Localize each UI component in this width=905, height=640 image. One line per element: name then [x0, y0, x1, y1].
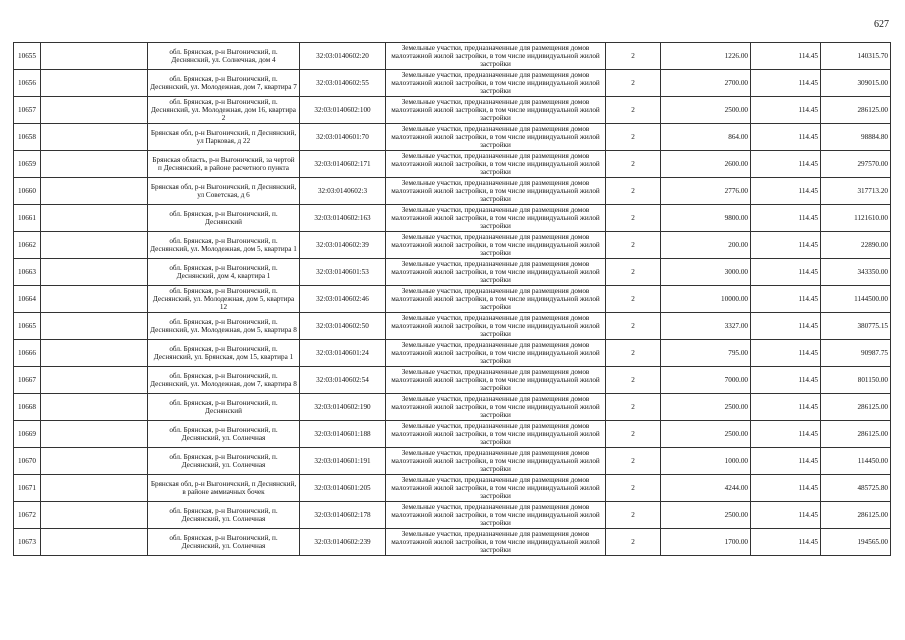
cadastral-value-cell: 90987.75	[821, 340, 891, 367]
row-number: 10658	[14, 124, 41, 151]
cadastral-value-cell: 194565.00	[821, 529, 891, 556]
cadastral-value-cell: 140315.70	[821, 43, 891, 70]
table-row	[14, 475, 891, 502]
rate-cell: 114.45	[751, 394, 821, 421]
table-row	[14, 97, 891, 124]
empty-cell	[41, 502, 148, 529]
rate-cell: 114.45	[751, 178, 821, 205]
area-cell: 1226.00	[661, 43, 751, 70]
rate-cell: 114.45	[751, 502, 821, 529]
cadastral-value-table	[13, 42, 891, 556]
rate-cell: 114.45	[751, 448, 821, 475]
rate-cell: 114.45	[751, 529, 821, 556]
address-cell: обл. Брянская, р-н Выгоничский, п. Деснянский, ул. Солнечная, дом 4	[148, 43, 300, 70]
table-row	[14, 529, 891, 556]
land-use-cell: Земельные участки, предназначенные для размещения домов малоэтажной жилой застройки, в том числе индивидуальной жилой застройки	[386, 475, 606, 502]
table-row	[14, 313, 891, 340]
empty-cell	[41, 259, 148, 286]
land-use-cell: Земельные участки, предназначенные для размещения домов малоэтажной жилой застройки, в том числе индивидуальной жилой застройки	[386, 502, 606, 529]
category-cell: 2	[606, 97, 661, 124]
cadastral-number-cell: 32:03:0140601:191	[300, 448, 386, 475]
address-cell: обл. Брянская, р-н Выгоничский, п. Деснянский, ул. Брянская, дом 15, квартира 1	[148, 340, 300, 367]
address-cell: обл. Брянская, р-н Выгоничский, п. Деснянский, дом 4, квартира 1	[148, 259, 300, 286]
land-use-cell: Земельные участки, предназначенные для размещения домов малоэтажной жилой застройки, в том числе индивидуальной жилой застройки	[386, 97, 606, 124]
cadastral-number-cell: 32:03:0140602:3	[300, 178, 386, 205]
cadastral-value-cell: 286125.00	[821, 97, 891, 124]
land-use-cell: Земельные участки, предназначенные для размещения домов малоэтажной жилой застройки, в том числе индивидуальной жилой застройки	[386, 70, 606, 97]
empty-cell	[41, 313, 148, 340]
address-cell: обл. Брянская, р-н Выгоничский, п. Деснянский, ул. Молодежная, дом 5, квартира 8	[148, 313, 300, 340]
address-cell: обл. Брянская, р-н Выгоничский, п. Деснянский	[148, 205, 300, 232]
cadastral-value-cell: 380775.15	[821, 313, 891, 340]
cadastral-number-cell: 32:03:0140602:20	[300, 43, 386, 70]
cadastral-number-cell: 32:03:0140602:178	[300, 502, 386, 529]
area-cell: 2776.00	[661, 178, 751, 205]
row-number: 10664	[14, 286, 41, 313]
address-cell: Брянская обл, р-н Выгоничский, п Деснянский, ул Парковая, д 22	[148, 124, 300, 151]
empty-cell	[41, 421, 148, 448]
area-cell: 864.00	[661, 124, 751, 151]
category-cell: 2	[606, 205, 661, 232]
table-row	[14, 43, 891, 70]
table-row	[14, 205, 891, 232]
empty-cell	[41, 340, 148, 367]
cadastral-number-cell: 32:03:0140602:39	[300, 232, 386, 259]
empty-cell	[41, 232, 148, 259]
land-use-cell: Земельные участки, предназначенные для размещения домов малоэтажной жилой застройки, в том числе индивидуальной жилой застройки	[386, 421, 606, 448]
page-number: 627	[874, 19, 889, 30]
table-row	[14, 502, 891, 529]
cadastral-number-cell: 32:03:0140602:163	[300, 205, 386, 232]
empty-cell	[41, 43, 148, 70]
rate-cell: 114.45	[751, 313, 821, 340]
table-row	[14, 259, 891, 286]
cadastral-value-cell: 317713.20	[821, 178, 891, 205]
address-cell: обл. Брянская, р-н Выгоничский, п. Деснянский, ул. Молодежная, дом 7, квартира 7	[148, 70, 300, 97]
cadastral-value-cell: 801150.00	[821, 367, 891, 394]
empty-cell	[41, 151, 148, 178]
cadastral-number-cell: 32:03:0140601:24	[300, 340, 386, 367]
cadastral-value-cell: 286125.00	[821, 421, 891, 448]
land-use-cell: Земельные участки, предназначенные для размещения домов малоэтажной жилой застройки, в том числе индивидуальной жилой застройки	[386, 367, 606, 394]
land-use-cell: Земельные участки, предназначенные для размещения домов малоэтажной жилой застройки, в том числе индивидуальной жилой застройки	[386, 529, 606, 556]
table-row	[14, 178, 891, 205]
category-cell: 2	[606, 394, 661, 421]
row-number: 10663	[14, 259, 41, 286]
empty-cell	[41, 124, 148, 151]
category-cell: 2	[606, 502, 661, 529]
row-number: 10662	[14, 232, 41, 259]
cadastral-number-cell: 32:03:0140602:190	[300, 394, 386, 421]
rate-cell: 114.45	[751, 232, 821, 259]
row-number: 10656	[14, 70, 41, 97]
category-cell: 2	[606, 124, 661, 151]
area-cell: 200.00	[661, 232, 751, 259]
row-number: 10661	[14, 205, 41, 232]
rate-cell: 114.45	[751, 70, 821, 97]
land-use-cell: Земельные участки, предназначенные для размещения домов малоэтажной жилой застройки, в том числе индивидуальной жилой застройки	[386, 151, 606, 178]
empty-cell	[41, 178, 148, 205]
land-use-cell: Земельные участки, предназначенные для размещения домов малоэтажной жилой застройки, в том числе индивидуальной жилой застройки	[386, 340, 606, 367]
cadastral-value-cell: 297570.00	[821, 151, 891, 178]
area-cell: 3327.00	[661, 313, 751, 340]
category-cell: 2	[606, 178, 661, 205]
cadastral-number-cell: 32:03:0140602:55	[300, 70, 386, 97]
table-row	[14, 340, 891, 367]
category-cell: 2	[606, 421, 661, 448]
row-number: 10668	[14, 394, 41, 421]
address-cell: обл. Брянская, р-н Выгоничский, п. Деснянский, ул. Молодежная, дом 5, квартира 1	[148, 232, 300, 259]
row-number: 10660	[14, 178, 41, 205]
area-cell: 2500.00	[661, 394, 751, 421]
cadastral-value-cell: 98884.80	[821, 124, 891, 151]
cadastral-number-cell: 32:03:0140601:70	[300, 124, 386, 151]
area-cell: 2600.00	[661, 151, 751, 178]
area-cell: 2500.00	[661, 97, 751, 124]
land-use-cell: Земельные участки, предназначенные для размещения домов малоэтажной жилой застройки, в том числе индивидуальной жилой застройки	[386, 286, 606, 313]
address-cell: обл. Брянская, р-н Выгоничский, п. Деснянский, ул. Солнечная	[148, 421, 300, 448]
category-cell: 2	[606, 232, 661, 259]
rate-cell: 114.45	[751, 367, 821, 394]
table-row	[14, 151, 891, 178]
category-cell: 2	[606, 259, 661, 286]
rate-cell: 114.45	[751, 475, 821, 502]
rate-cell: 114.45	[751, 259, 821, 286]
address-cell: обл. Брянская, р-н Выгоничский, п. Деснянский, ул. Солнечная	[148, 448, 300, 475]
table-row	[14, 232, 891, 259]
category-cell: 2	[606, 340, 661, 367]
category-cell: 2	[606, 286, 661, 313]
address-cell: обл. Брянская, р-н Выгоничский, п. Деснянский	[148, 394, 300, 421]
area-cell: 1000.00	[661, 448, 751, 475]
cadastral-value-cell: 286125.00	[821, 394, 891, 421]
category-cell: 2	[606, 529, 661, 556]
address-cell: Брянская обл, р-н Выгоничский, п Деснянский, ул Советская, д 6	[148, 178, 300, 205]
cadastral-number-cell: 32:03:0140602:171	[300, 151, 386, 178]
category-cell: 2	[606, 475, 661, 502]
land-use-cell: Земельные участки, предназначенные для размещения домов малоэтажной жилой застройки, в том числе индивидуальной жилой застройки	[386, 205, 606, 232]
land-use-cell: Земельные участки, предназначенные для размещения домов малоэтажной жилой застройки, в том числе индивидуальной жилой застройки	[386, 394, 606, 421]
table-row	[14, 394, 891, 421]
area-cell: 795.00	[661, 340, 751, 367]
category-cell: 2	[606, 367, 661, 394]
rate-cell: 114.45	[751, 421, 821, 448]
row-number: 10665	[14, 313, 41, 340]
row-number: 10655	[14, 43, 41, 70]
land-use-cell: Земельные участки, предназначенные для размещения домов малоэтажной жилой застройки, в том числе индивидуальной жилой застройки	[386, 178, 606, 205]
rate-cell: 114.45	[751, 97, 821, 124]
cadastral-value-cell: 1144500.00	[821, 286, 891, 313]
address-cell: обл. Брянская, р-н Выгоничский, п. Деснянский, ул. Солнечная	[148, 502, 300, 529]
row-number: 10670	[14, 448, 41, 475]
table-row	[14, 367, 891, 394]
category-cell: 2	[606, 151, 661, 178]
empty-cell	[41, 286, 148, 313]
land-use-cell: Земельные участки, предназначенные для размещения домов малоэтажной жилой застройки, в том числе индивидуальной жилой застройки	[386, 43, 606, 70]
table-row	[14, 70, 891, 97]
rate-cell: 114.45	[751, 43, 821, 70]
address-cell: обл. Брянская, р-н Выгоничский, п. Деснянский, ул. Молодежная, дом 5, квартира 12	[148, 286, 300, 313]
empty-cell	[41, 367, 148, 394]
rate-cell: 114.45	[751, 151, 821, 178]
cadastral-value-cell: 343350.00	[821, 259, 891, 286]
category-cell: 2	[606, 43, 661, 70]
cadastral-value-cell: 485725.80	[821, 475, 891, 502]
table-row	[14, 286, 891, 313]
cadastral-value-cell: 114450.00	[821, 448, 891, 475]
land-use-cell: Земельные участки, предназначенные для размещения домов малоэтажной жилой застройки, в том числе индивидуальной жилой застройки	[386, 124, 606, 151]
area-cell: 4244.00	[661, 475, 751, 502]
address-cell: Брянская обл, р-н Выгоничский, п Деснянский, в районе аммиачных бочек	[148, 475, 300, 502]
cadastral-number-cell: 32:03:0140602:54	[300, 367, 386, 394]
empty-cell	[41, 97, 148, 124]
row-number: 10672	[14, 502, 41, 529]
row-number: 10667	[14, 367, 41, 394]
cadastral-number-cell: 32:03:0140602:50	[300, 313, 386, 340]
empty-cell	[41, 394, 148, 421]
land-use-cell: Земельные участки, предназначенные для размещения домов малоэтажной жилой застройки, в том числе индивидуальной жилой застройки	[386, 232, 606, 259]
cadastral-number-cell: 32:03:0140601:188	[300, 421, 386, 448]
cadastral-number-cell: 32:03:0140602:46	[300, 286, 386, 313]
area-cell: 3000.00	[661, 259, 751, 286]
area-cell: 7000.00	[661, 367, 751, 394]
table-row	[14, 448, 891, 475]
rate-cell: 114.45	[751, 124, 821, 151]
rate-cell: 114.45	[751, 340, 821, 367]
address-cell: Брянская область, р-н Выгоничский, за чертой п Деснянский, в районе расчетного пункта	[148, 151, 300, 178]
category-cell: 2	[606, 70, 661, 97]
empty-cell	[41, 70, 148, 97]
cadastral-value-cell: 1121610.00	[821, 205, 891, 232]
address-cell: обл. Брянская, р-н Выгоничский, п. Деснянский, ул. Молодежная, дом 16, квартира 2	[148, 97, 300, 124]
area-cell: 1700.00	[661, 529, 751, 556]
table-row	[14, 124, 891, 151]
row-number: 10673	[14, 529, 41, 556]
rate-cell: 114.45	[751, 286, 821, 313]
row-number: 10666	[14, 340, 41, 367]
row-number: 10671	[14, 475, 41, 502]
category-cell: 2	[606, 313, 661, 340]
cadastral-number-cell: 32:03:0140602:239	[300, 529, 386, 556]
address-cell: обл. Брянская, р-н Выгоничский, п. Деснянский, ул. Солнечная	[148, 529, 300, 556]
area-cell: 2700.00	[661, 70, 751, 97]
row-number: 10657	[14, 97, 41, 124]
land-use-cell: Земельные участки, предназначенные для размещения домов малоэтажной жилой застройки, в том числе индивидуальной жилой застройки	[386, 259, 606, 286]
cadastral-number-cell: 32:03:0140601:205	[300, 475, 386, 502]
address-cell: обл. Брянская, р-н Выгоничский, п. Деснянский, ул. Молодежная, дом 7, квартира 8	[148, 367, 300, 394]
area-cell: 10000.00	[661, 286, 751, 313]
cadastral-value-cell: 286125.00	[821, 502, 891, 529]
table-row	[14, 421, 891, 448]
row-number: 10659	[14, 151, 41, 178]
empty-cell	[41, 448, 148, 475]
cadastral-number-cell: 32:03:0140601:53	[300, 259, 386, 286]
row-number: 10669	[14, 421, 41, 448]
cadastral-value-cell: 309015.00	[821, 70, 891, 97]
empty-cell	[41, 529, 148, 556]
area-cell: 9800.00	[661, 205, 751, 232]
area-cell: 2500.00	[661, 421, 751, 448]
category-cell: 2	[606, 448, 661, 475]
area-cell: 2500.00	[661, 502, 751, 529]
empty-cell	[41, 475, 148, 502]
cadastral-number-cell: 32:03:0140602:100	[300, 97, 386, 124]
empty-cell	[41, 205, 148, 232]
cadastral-value-cell: 22890.00	[821, 232, 891, 259]
rate-cell: 114.45	[751, 205, 821, 232]
land-use-cell: Земельные участки, предназначенные для размещения домов малоэтажной жилой застройки, в том числе индивидуальной жилой застройки	[386, 313, 606, 340]
land-use-cell: Земельные участки, предназначенные для размещения домов малоэтажной жилой застройки, в том числе индивидуальной жилой застройки	[386, 448, 606, 475]
